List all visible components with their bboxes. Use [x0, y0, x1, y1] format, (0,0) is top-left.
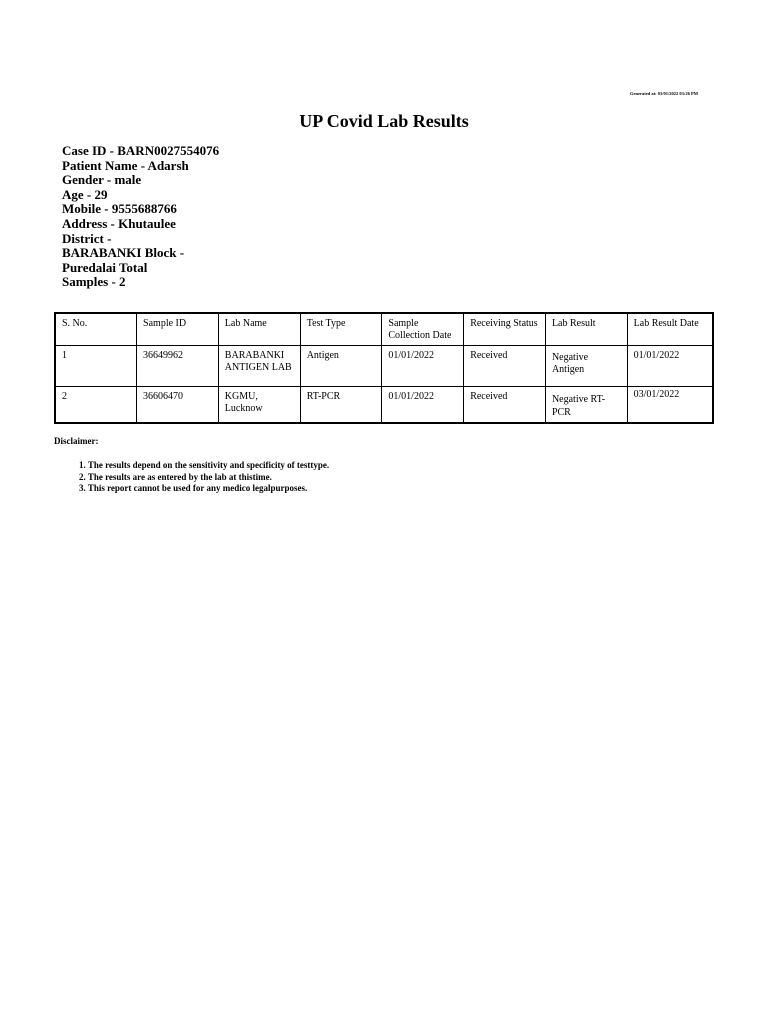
cell-collection-date: 01/01/2022	[382, 346, 464, 387]
age: Age - 29	[62, 186, 108, 202]
header-lab-result: Lab Result	[545, 313, 627, 346]
cell-collection-date: 01/01/2022	[382, 387, 464, 424]
samples-count: Samples - 2	[62, 274, 126, 290]
table-row	[55, 387, 713, 424]
header-test-type: Test Type	[300, 313, 382, 346]
district-label: District -	[62, 230, 112, 246]
header-result-date: Lab Result Date	[627, 313, 713, 346]
disclaimer-item: 1. The results depend on the sensitivity and specificity of testtype.	[79, 460, 330, 470]
table-header-row	[55, 313, 713, 346]
header-receiving-status: Receiving Status	[464, 313, 546, 346]
cell-test-type: Antigen	[300, 346, 382, 387]
gender: Gender - male	[62, 172, 142, 188]
patient-name: Patient Name - Adarsh	[62, 157, 189, 173]
cell-lab-name: BARABANKI ANTIGEN LAB	[218, 346, 300, 387]
cell-lab-result: Negative RT-PCR	[545, 387, 627, 424]
header-collection-date: Sample Collection Date	[382, 313, 464, 346]
page-title: UP Covid Lab Results	[299, 111, 469, 131]
cell-receiving-status: Received	[464, 346, 546, 387]
table-row	[55, 346, 713, 387]
cell-lab-result: Negative Antigen	[545, 346, 627, 387]
block-total: Puredalai Total	[62, 259, 148, 275]
cell-sample-id: 36606470	[137, 387, 219, 424]
header-sample-id: Sample ID	[137, 313, 219, 346]
cell-result-date: 03/01/2022	[627, 387, 713, 424]
cell-sno: 1	[55, 346, 137, 387]
disclaimer-heading: Disclaimer:	[54, 436, 99, 446]
district-block: BARABANKI Block -	[62, 245, 185, 261]
cell-sno: 2	[55, 387, 137, 424]
header-sno: S. No.	[55, 313, 137, 346]
disclaimer-list	[79, 460, 329, 495]
cell-receiving-status: Received	[464, 387, 546, 424]
mobile: Mobile - 9555688766	[62, 201, 177, 217]
header-lab-name: Lab Name	[218, 313, 300, 346]
lab-results-table	[54, 312, 714, 424]
case-id: Case ID - BARN0027554076	[62, 143, 220, 158]
cell-test-type: RT-PCR	[300, 387, 382, 424]
patient-details	[62, 144, 219, 290]
generated-timestamp: Generated at: 03/01/2022 03:26 PM	[630, 91, 698, 96]
cell-lab-name: KGMU, Lucknow	[218, 387, 300, 424]
cell-sample-id: 36649962	[137, 346, 219, 387]
cell-result-date: 01/01/2022	[627, 346, 713, 387]
address: Address - Khutaulee	[62, 215, 176, 231]
disclaimer-item: 2. The results are as entered by the lab at thistime.	[79, 471, 272, 482]
disclaimer-item: 3. This report cannot be used for any medico legalpurposes.	[79, 483, 308, 493]
